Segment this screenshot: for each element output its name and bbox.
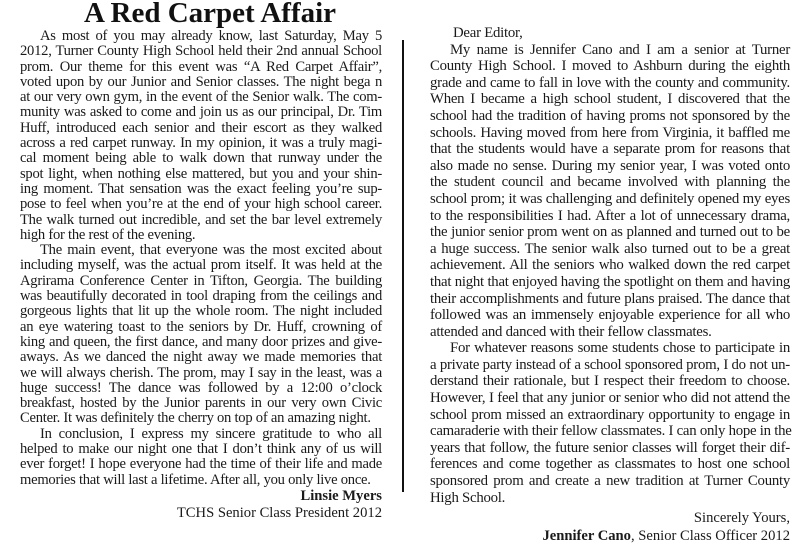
- column-divider: [402, 40, 404, 492]
- article-body: [20, 29, 382, 522]
- text-line: cal moment being able to walk down that runway under the: [20, 150, 382, 167]
- author-title: TCHS Senior Class President 2012: [176, 504, 382, 521]
- text-line: In conclusion, I express my sincere gratitude to who all: [40, 425, 382, 442]
- letter-author-title: , Senior Class Officer 2012: [630, 528, 790, 545]
- text-line: aways. As we danced the night away we made memories that: [20, 349, 382, 366]
- text-line: followed was an immensely enjoyable experience for all who: [430, 307, 790, 324]
- text-line: years that follow, the future senior classes will forget their dif-: [430, 439, 790, 456]
- text-line: breakfast, hosted by the Junior parents in our very own Civic: [20, 395, 382, 412]
- letter-to-editor: [430, 25, 790, 545]
- text-line: at our very own gym, in the event of the Senior walk. The com-: [20, 89, 382, 106]
- text-line: an eye watering toast to the seniors by Dr. Huff, crowning of: [20, 318, 382, 335]
- text-line: camaraderie with their fellow classmates. I can only hope in the: [430, 423, 792, 440]
- text-line: ferences and come together as classmates to host one school: [430, 456, 790, 473]
- text-line: ever forget! I hope everyone had the time of their life and made: [20, 456, 382, 473]
- author-name-text: Linsie Myers: [300, 487, 382, 504]
- letter-salutation: Dear Editor,: [453, 25, 523, 41]
- text-line: high for the rest of the evening.: [20, 226, 196, 243]
- text-line: gorgeous lights that lit up the whole room. The night included: [20, 303, 382, 320]
- text-line: across a red carpet runway. In my opinion, it was a truly magi-: [20, 135, 382, 152]
- text-line: was beautifully decorated in tool draping from the ceilings and: [20, 288, 382, 305]
- text-line: we will always cherish. The prom, may I say in the least, was a: [20, 364, 382, 381]
- text-line: the student council and became involved with planning the: [430, 174, 790, 191]
- text-line: achievement. All the seniors who walked down the red carpet: [430, 257, 790, 274]
- article-title: A Red Carpet Affair: [83, 0, 337, 29]
- text-line: helped to make our night one that I don’t think any of us will: [20, 441, 382, 458]
- text-line: that the students would have a separate prom for reasons that: [430, 141, 790, 158]
- text-line: voted upon by our Junior and Senior classes. The night bega n: [20, 73, 382, 90]
- text-line: grade and came to fall in love with the county and community.: [430, 74, 790, 91]
- text-line: king and queen, the first dance, and many door prizes and give-: [20, 333, 382, 350]
- text-line: pose to feel when you’re at the end of your high school career.: [20, 196, 382, 213]
- text-line: County High School. I moved to Ashburn during the eighth: [430, 58, 790, 75]
- text-line: schools. Having moved from here from Virginia, it baffled me: [430, 124, 790, 141]
- author-name: [20, 488, 382, 505]
- letter-author: Jennifer Cano: [542, 528, 631, 545]
- text-line: However, I feel that any junior or senior who did not attend the: [430, 390, 790, 407]
- text-line: school had the tradition of having proms not sponsored by the: [430, 107, 790, 124]
- text-line: munity was asked to come and join us as our principal, Dr. Tim: [20, 104, 382, 121]
- text-line: When I became a high school student, I discovered that the: [430, 91, 790, 108]
- text-line: the junior senior prom went on as planned and turned out to be: [430, 224, 790, 241]
- text-line: My name is Jennifer Cano and I am a senior at Turner: [450, 41, 790, 58]
- text-line: a huge success. The senior walk also turned out to be a great: [430, 240, 790, 257]
- text-line: ing moment. That sensation was the exact feeling you’re sup-: [20, 180, 382, 197]
- text-line: to the responsibilities I had. After a lot of unnecessary drama,: [430, 207, 790, 224]
- text-line: huge success! The dance was followed by a 12:00 o’clock: [20, 379, 382, 396]
- text-line: Agrirama Conference Center in Tifton, Georgia. The building: [20, 272, 382, 289]
- text-line: 2012, Turner County High School held their 2nd annual School: [20, 43, 382, 60]
- text-line: The main event, that everyone was the most excited about: [40, 242, 382, 259]
- text-line: Center. It was definitely the cherry on top of an amazing night.: [20, 410, 371, 427]
- text-line: The walk turned out incredible, and set the bar level extremely: [20, 211, 382, 228]
- text-line: memories that will last a lifetime. After all, you only live once.: [20, 471, 371, 488]
- text-line: school prom; it was challenging and definitely opened my eyes: [430, 190, 790, 207]
- text-line: For whatever reasons some students chose to participate in: [450, 340, 790, 357]
- text-line: spot light, when nothing else mattered, but you and your shin-: [20, 165, 382, 182]
- text-line: also made no sense. During my senior year, I was voted onto: [430, 157, 790, 174]
- text-line: prom. Our theme for this event was “A Red Carpet Affair”,: [20, 58, 382, 75]
- text-line: High School.: [430, 489, 506, 506]
- text-line: attended and danced with their fellow classmates.: [430, 323, 712, 340]
- text-line: derstand their rationale, but I respect their freedom to choose.: [430, 373, 790, 390]
- letter-signature: [430, 527, 790, 545]
- text-line: As most of you may already know, last Saturday, May 5: [40, 28, 382, 44]
- text-line: their accomplishments and future plans praised. The dance that: [430, 290, 790, 307]
- text-line: school prom missed an extraordinary opportunity to engage in: [430, 406, 790, 423]
- text-line: Huff, introduced each senior and their escort as they walked: [20, 119, 382, 136]
- letter-closing: Sincerely Yours,: [693, 510, 790, 527]
- text-line: sponsored prom and create a new tradition at Turner County: [430, 473, 790, 490]
- text-line: a private party instead of a school sponsored prom, I do not un-: [430, 356, 790, 373]
- text-line: including myself, was the actual prom itself. It was held at the: [20, 257, 382, 274]
- text-line: that night that enjoyed having the spotlight on them and having: [430, 273, 790, 290]
